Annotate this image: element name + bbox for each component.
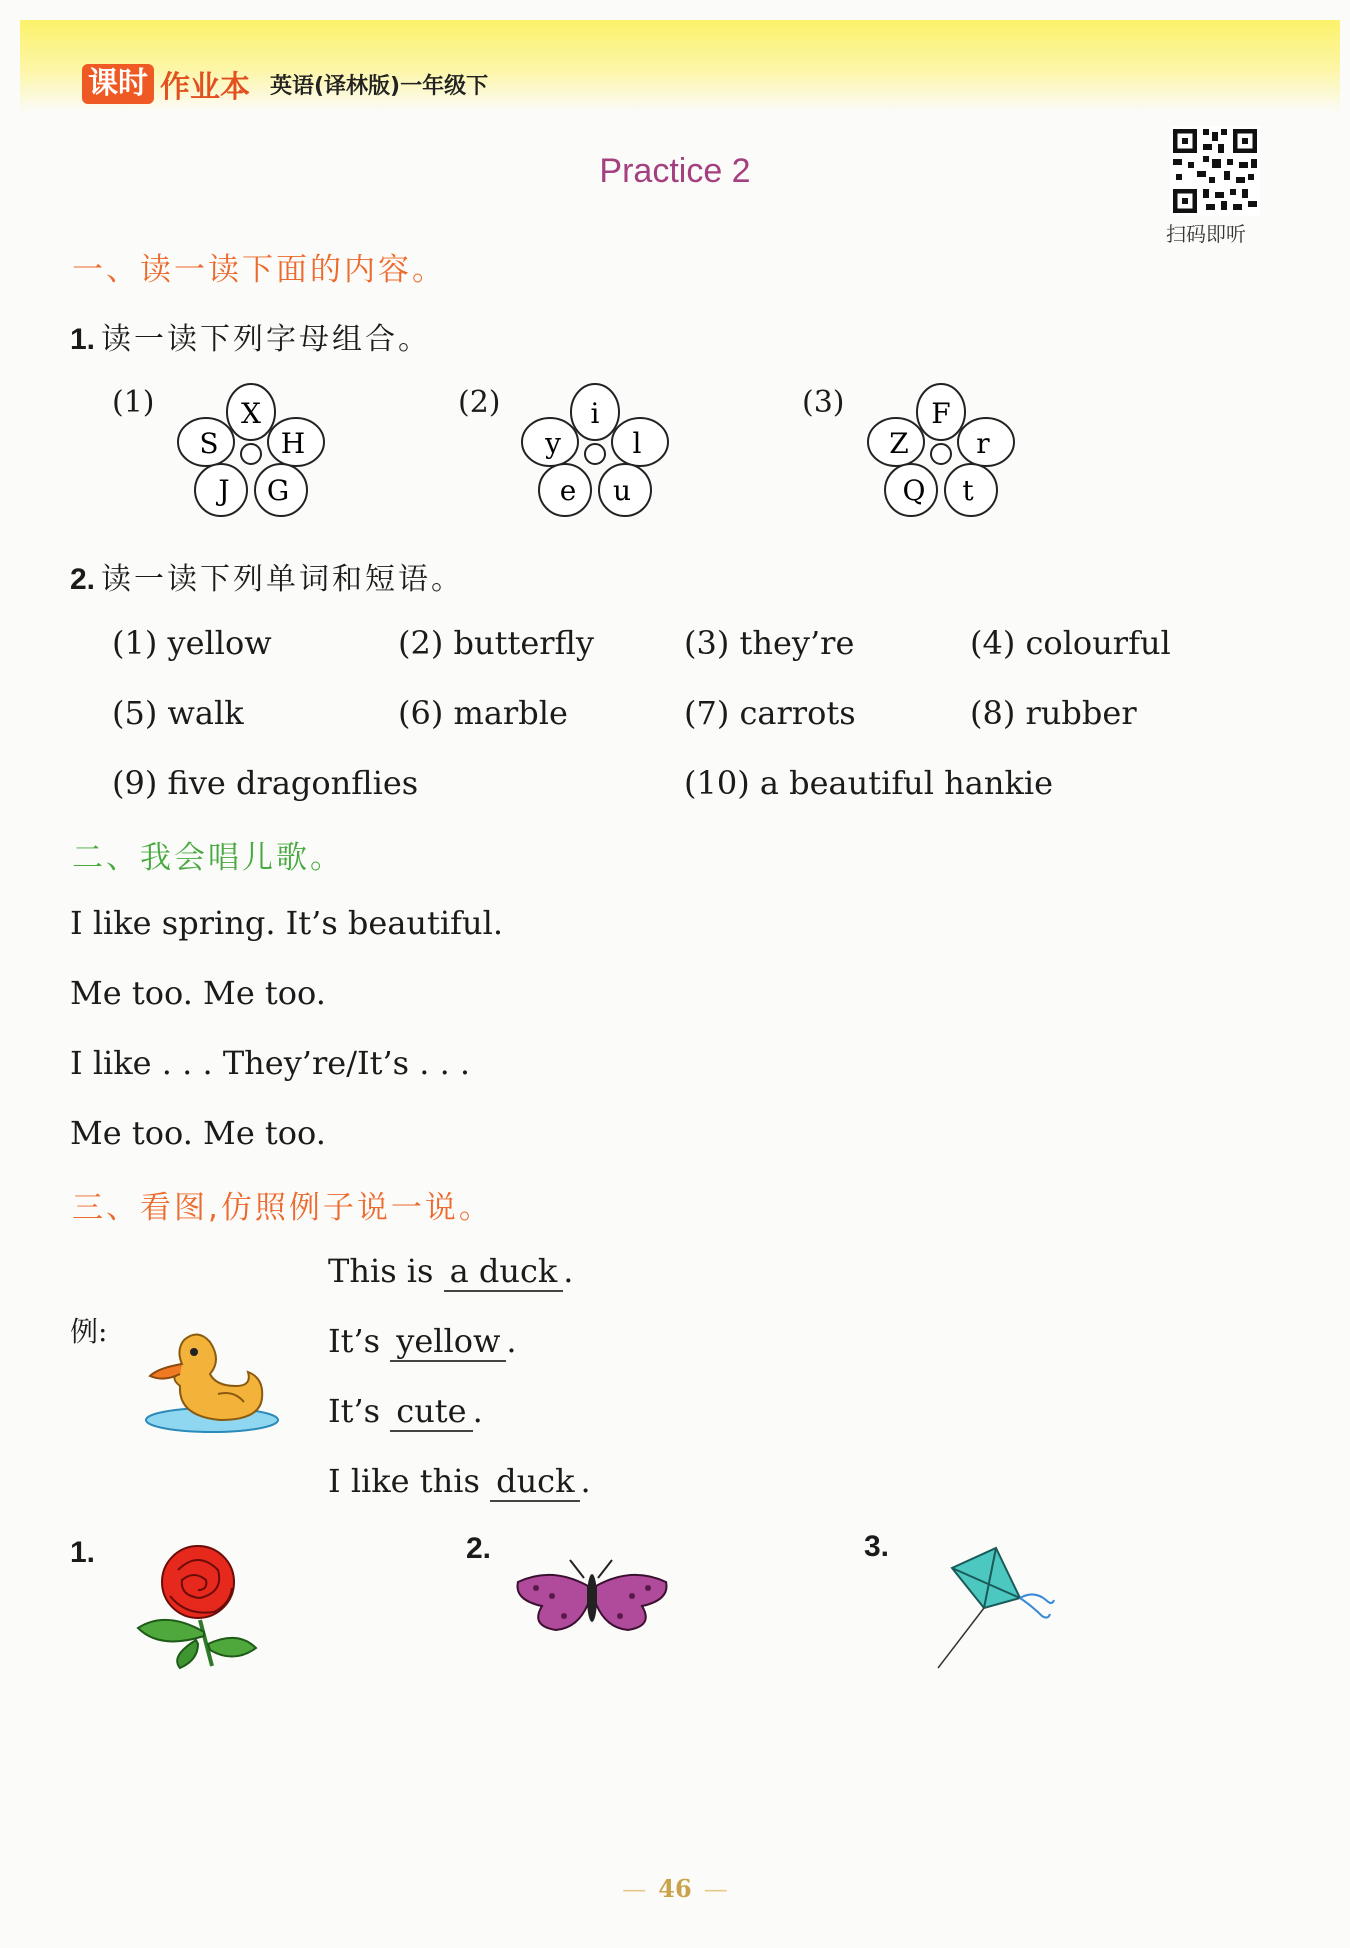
section-2-heading: 二、我会唱儿歌。: [72, 840, 344, 876]
word-item: (10) a beautiful hankie: [684, 764, 1054, 802]
flower-3-letter-2: Z: [889, 427, 909, 460]
flower-3-letter-1: F: [931, 397, 951, 430]
flower-label-1: (1): [112, 385, 155, 420]
example-line-2: [328, 1322, 517, 1360]
word-item: (1) yellow: [112, 624, 272, 662]
example-blank: yellow: [390, 1322, 506, 1362]
question-2-number: 2.: [70, 563, 96, 596]
chant-line: I like spring. It’s beautiful.: [70, 904, 503, 942]
flower-1-letter-4: J: [218, 474, 230, 507]
word-item: (9) five dragonflies: [112, 764, 419, 802]
brand-name: 作业本: [160, 70, 250, 105]
page-number-dash: —: [622, 1875, 647, 1903]
item-number-1: 1.: [70, 1536, 96, 1569]
chant-line: I like . . . They’re/It’s . . .: [70, 1044, 471, 1082]
flower-1-letter-3: H: [280, 427, 306, 460]
example-punct: .: [472, 1392, 483, 1430]
word-item: (4) colourful: [970, 624, 1171, 662]
flower-3-letter-3: r: [976, 427, 990, 460]
example-punct: .: [563, 1252, 574, 1290]
flower-2-letter-2: y: [545, 427, 561, 460]
rose-picture: [126, 1540, 266, 1670]
duck-picture: [140, 1316, 280, 1436]
word-item: (7) carrots: [684, 694, 856, 732]
letter-flower-2: [520, 382, 670, 522]
flower-2-letter-1: i: [590, 397, 600, 430]
qr-code-icon[interactable]: [1170, 126, 1260, 216]
butterfly-picture: [512, 1556, 672, 1640]
word-item: (3) they’re: [684, 624, 855, 662]
example-text: I like this: [328, 1462, 480, 1500]
example-punct: .: [580, 1462, 591, 1500]
example-blank: duck: [490, 1462, 580, 1502]
page-number-dash: —: [703, 1875, 728, 1903]
flower-2-letter-4: e: [559, 474, 577, 507]
book-subtitle: 英语(译林版)一年级下: [270, 73, 489, 99]
kite-picture: [930, 1540, 1060, 1670]
letter-flower-1: [176, 382, 326, 522]
example-blank: cute: [390, 1392, 472, 1432]
question-2-text: 读一读下列单词和短语。: [101, 562, 465, 597]
flower-3-letter-5: t: [962, 474, 974, 507]
example-line-1: [328, 1252, 573, 1290]
page-number-value: 46: [658, 1874, 692, 1903]
brand: [82, 62, 488, 106]
flower-1-letter-1: X: [241, 397, 261, 430]
question-1-number: 1.: [70, 323, 96, 356]
item-number-3: 3.: [864, 1530, 890, 1563]
example-text: It’s: [328, 1322, 381, 1360]
flower-label-3: (3): [802, 385, 845, 420]
qr-label: 扫码即听: [1166, 222, 1246, 246]
flower-2-letter-3: l: [632, 427, 642, 460]
example-label: 例:: [70, 1315, 108, 1348]
section-3-heading: 三、看图,仿照例子说一说。: [72, 1190, 493, 1226]
word-item: (8) rubber: [970, 694, 1137, 732]
example-text: This is: [328, 1252, 434, 1290]
example-text: It’s: [328, 1392, 381, 1430]
example-line-3: [328, 1392, 483, 1430]
flower-1-letter-5: G: [266, 474, 290, 507]
chant-line: Me too. Me too.: [70, 974, 326, 1012]
word-item: (6) marble: [398, 694, 568, 732]
question-1-text: 读一读下列字母组合。: [101, 322, 432, 357]
example-punct: .: [506, 1322, 517, 1360]
flower-2-letter-5: u: [612, 474, 632, 507]
chant-line: Me too. Me too.: [70, 1114, 326, 1152]
letter-flower-3: [866, 382, 1016, 522]
word-item: (2) butterfly: [398, 624, 594, 662]
example-blank: a duck: [444, 1252, 564, 1292]
question-1: [70, 314, 431, 358]
item-number-2: 2.: [466, 1532, 492, 1565]
page-title: Practice 2: [599, 152, 751, 190]
brand-badge: 课时: [82, 64, 154, 104]
page-number: [0, 1874, 1350, 1903]
flower-3-letter-4: Q: [902, 474, 926, 507]
question-2: [70, 554, 464, 598]
word-item: (5) walk: [112, 694, 244, 732]
flower-label-2: (2): [458, 385, 501, 420]
flower-1-letter-2: S: [199, 427, 219, 460]
section-1-heading: 一、读一读下面的内容。: [72, 252, 446, 288]
example-line-4: [328, 1462, 591, 1500]
